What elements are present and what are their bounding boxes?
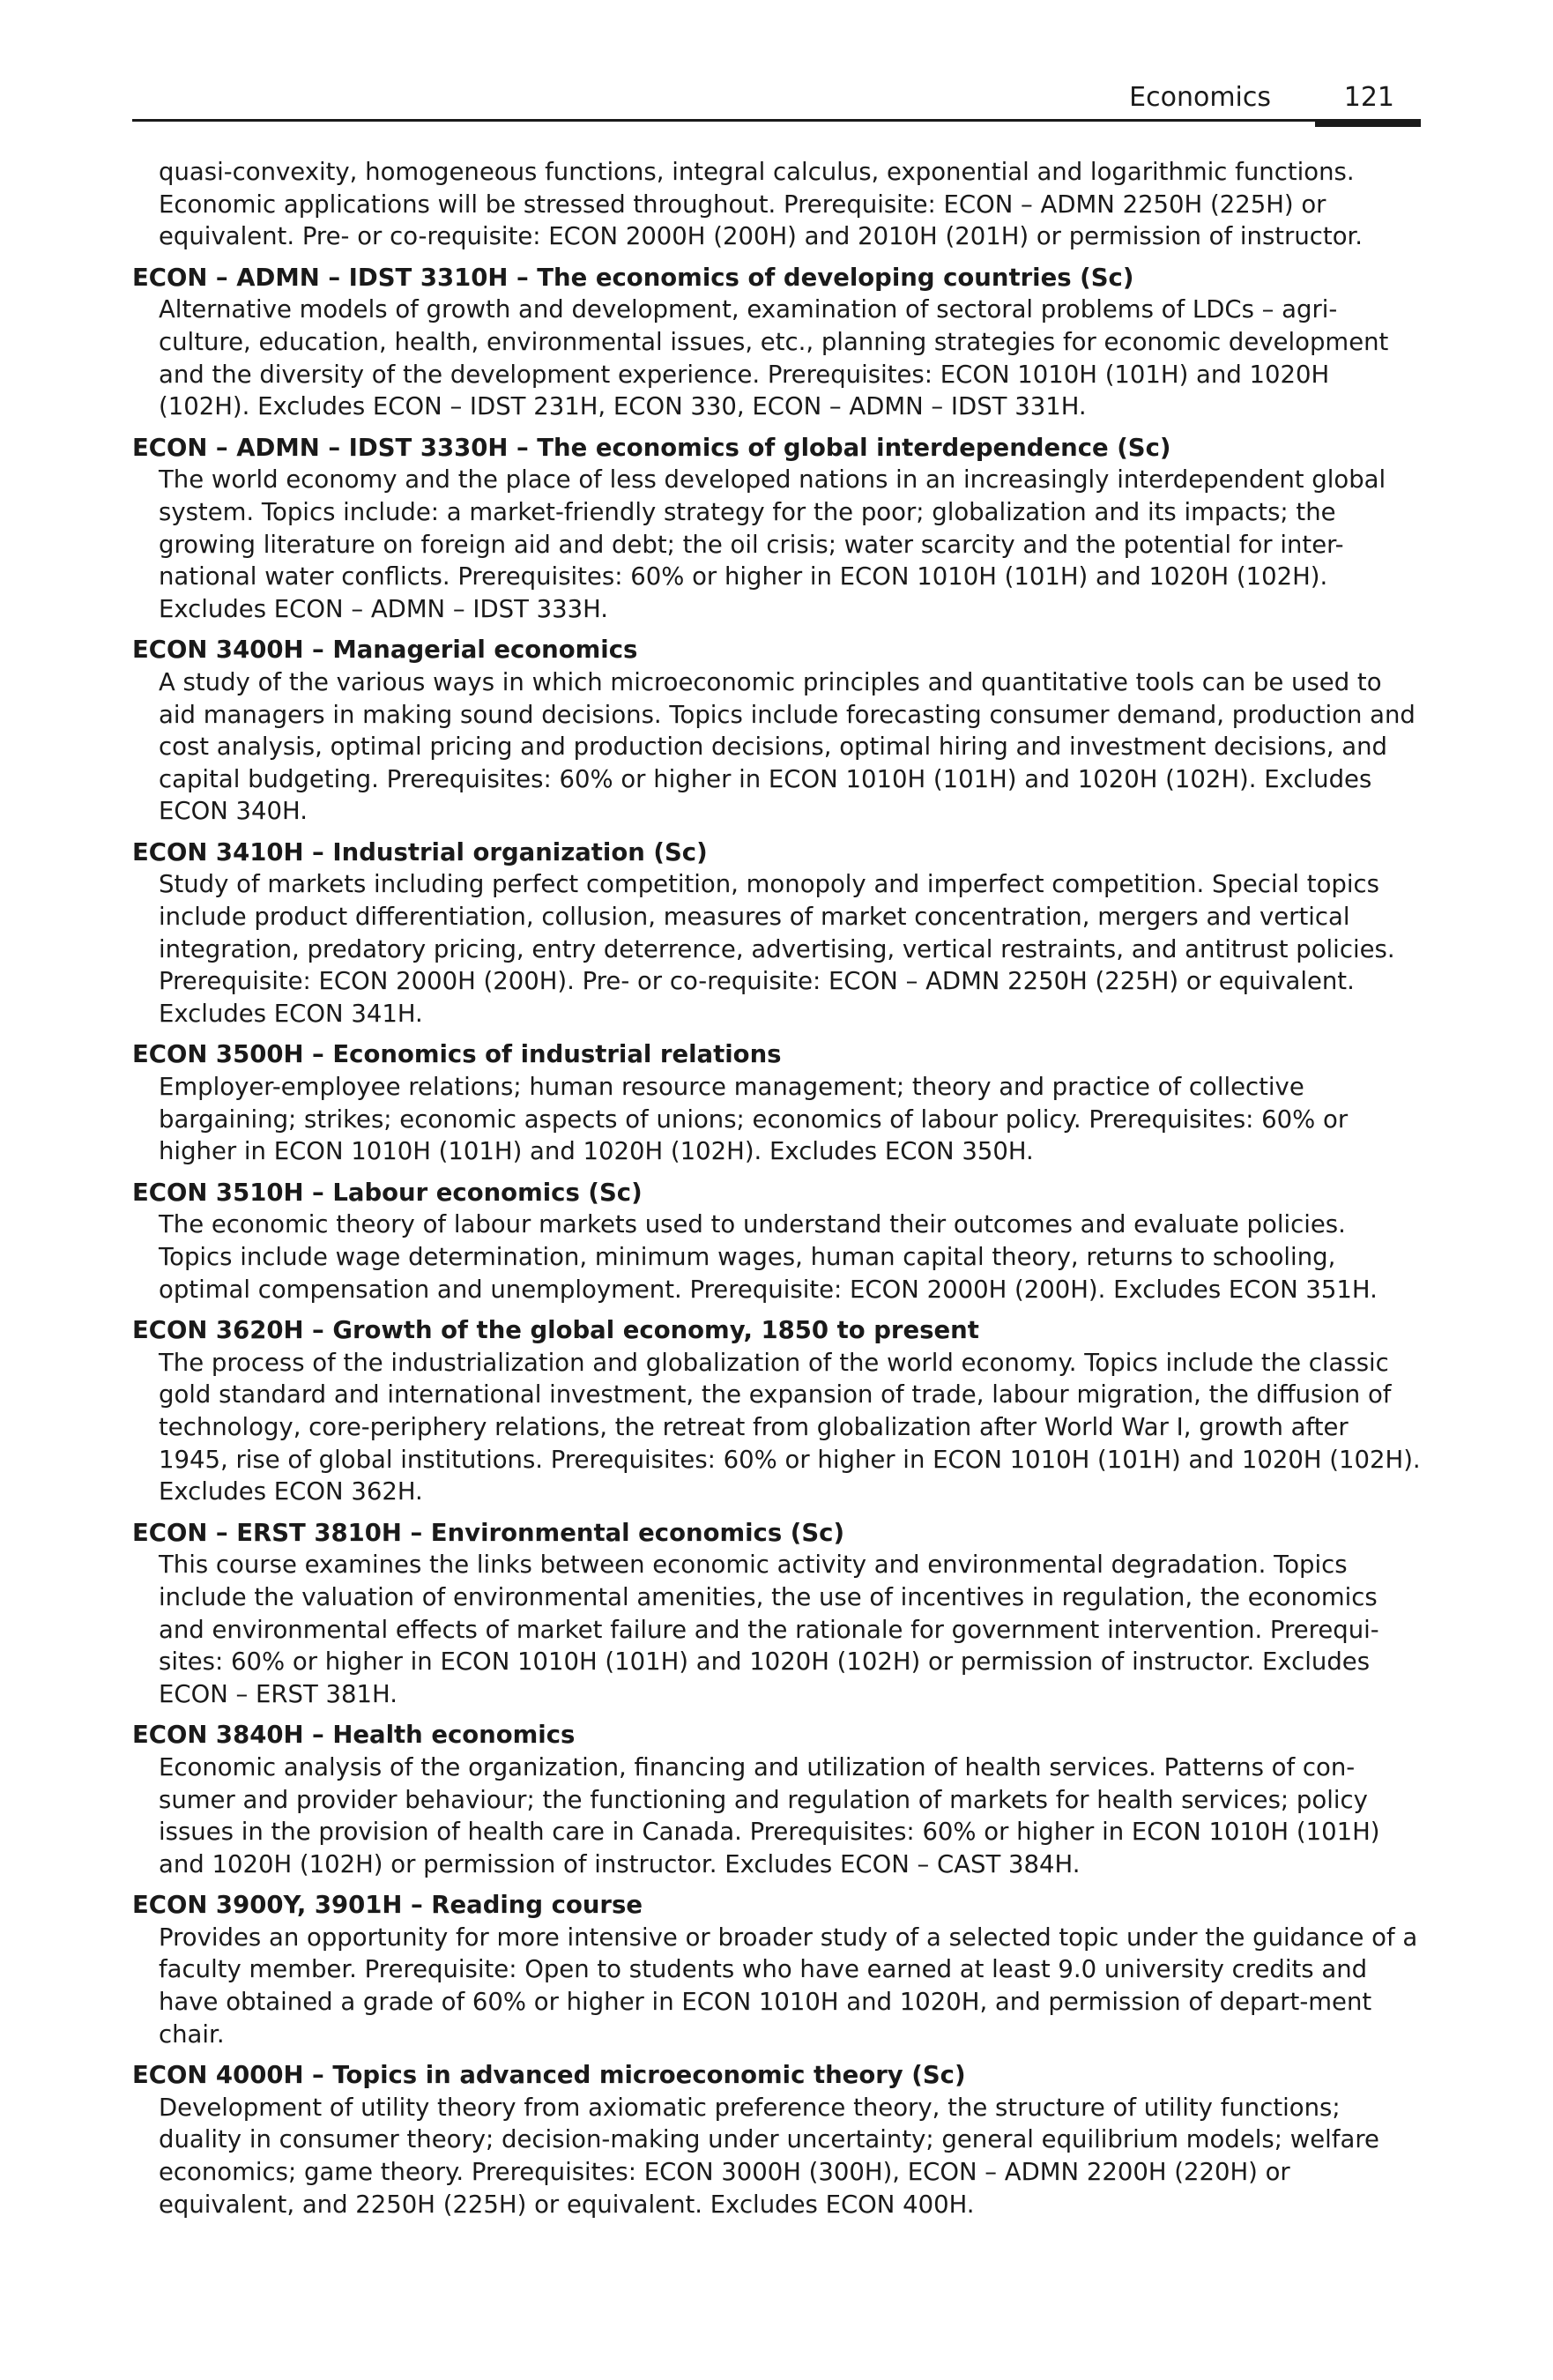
course-title: ECON 3510H – Labour economics (Sc) [132, 1178, 643, 1207]
header-rule [132, 119, 1421, 122]
course-description: The economic theory of labour markets used to understand their outcomes and evaluate policies. Topics include wage determination, minimum wages, human capital theory, returns to schooling, optimal compensation and unemployment. Prerequisite: ECON 2000H (200H). Excludes ECON 351H. [159, 1210, 1378, 1304]
course-entry [132, 1177, 1421, 1305]
page-content [132, 156, 1421, 2220]
course-entry [132, 2059, 1421, 2220]
course-title: ECON – ERST 3810H – Environmental economics (Sc) [132, 1518, 845, 1547]
course-title: ECON 3620H – Growth of the global economy, 1850 to present [132, 1316, 979, 1345]
course-description: Economic analysis of the organization, financing and utilization of health services. Patterns of con-sumer and provider behaviour; the functioning and regulation of markets for health services; policy issues in the provision of health care in Canada. Prerequisites: 60% or higher in ECON 1010H (101H) and 1020H (102H) or permission of instructor. Excludes ECON – CAST 384H. [159, 1752, 1380, 1878]
course-description: The world economy and the place of less developed nations in an increasingly interdependent global system. Topics include: a market-friendly strategy for the poor; globalization and its impacts; the growing literature on foreign aid and debt; the oil crisis; water scarcity and the potential for inter-national water conflicts. Prerequisites: 60% or higher in ECON 1010H (101H) and 1020H (102H). Excludes ECON – ADMN – IDST 333H. [159, 465, 1386, 623]
course-description: Provides an opportunity for more intensive or broader study of a selected topic under the guidance of a faculty member. Prerequisite: Open to students who have earned at least 9.0 university credits and have obtained a grade of 60% or higher in ECON 1010H and 1020H, and permission of depart-ment chair. [159, 1923, 1418, 2049]
continued-paragraph: quasi-convexity, homogeneous functions, integral calculus, exponential and logarithmic functions. Economic applications will be stressed throughout. Prerequisite: ECON – ADMN 2250H (225H) or equivalent. Pre- or co-requisite: ECON 2000H (200H) and 2010H (201H) or permission of instructor. [159, 158, 1364, 251]
course-title: ECON 3900Y, 3901H – Reading course [132, 1891, 643, 1920]
course-title: ECON 3500H – Economics of industrial relations [132, 1040, 782, 1069]
course-title: ECON 3410H – Industrial organization (Sc) [132, 837, 708, 866]
header-tab-marker [1315, 119, 1421, 127]
course-description: This course examines the links between economic activity and environmental degradation. Topics include the valuation of environmental amenities, the use of incentives in regulation, the economics and environmental effects of market failure and the rationale for government intervention. Prerequi-sites: 60% or higher in ECON 1010H (101H) and 1020H (102H) or permission of instructor. Excludes ECON – ERST 381H. [159, 1551, 1379, 1708]
course-entry [132, 1719, 1421, 1880]
course-description: Alternative models of growth and development, examination of sectoral problems of LDCs – agri-culture, education, health, environmental issues, etc., planning strategies for economic development and the diversity of the development experience. Prerequisites: ECON 1010H (101H) and 1020H (102H). Excludes ECON – IDST 231H, ECON 330, ECON – ADMN – IDST 331H. [159, 295, 1389, 421]
course-description: Employer-employee relations; human resource management; theory and practice of collective bargaining; strikes; economic aspects of unions; economics of labour policy. Prerequisites: 60% or higher in ECON 1010H (101H) and 1020H (102H). Excludes ECON 350H. [159, 1073, 1349, 1166]
page-number: 121 [1343, 82, 1394, 113]
course-description: The process of the industrialization and globalization of the world economy. Topics include the classic gold standard and international investment, the expansion of trade, labour migration, the diffusion of technology, core-periphery relations, the retreat from globalization after World War I, growth after 1945, rise of global institutions. Prerequisites: 60% or higher in ECON 1010H (101H) and 1020H (102H). Excludes ECON 362H. [159, 1348, 1421, 1506]
course-title: ECON – ADMN – IDST 3330H – The economics of global interdependence (Sc) [132, 433, 1171, 462]
course-description: A study of the various ways in which microeconomic principles and quantitative tools can be used to aid managers in making sound decisions. Topics include forecasting consumer demand, production and cost analysis, optimal pricing and production decisions, optimal hiring and investment decisions, and capital budgeting. Prerequisites: 60% or higher in ECON 1010H (101H) and 1020H (102H). Excludes ECON 340H. [159, 667, 1416, 826]
course-title: ECON – ADMN – IDST 3310H – The economics of developing countries (Sc) [132, 263, 1134, 292]
course-title: ECON 3400H – Managerial economics [132, 636, 638, 665]
course-entry [132, 1038, 1421, 1167]
course-title: ECON 3840H – Health economics [132, 1721, 576, 1750]
course-entry [132, 432, 1421, 626]
course-description: Development of utility theory from axiomatic preference theory, the structure of utility functions; duality in consumer theory; decision-making under uncertainty; general equilibrium models; welfare economics; game theory. Prerequisites: ECON 3000H (300H), ECON – ADMN 2200H (220H) or equivalent, and 2250H (225H) or equivalent. Excludes ECON 400H. [159, 2093, 1379, 2219]
running-head: Economics [1129, 82, 1271, 113]
course-title: ECON 4000H – Topics in advanced microeconomic theory (Sc) [132, 2061, 966, 2090]
course-entry [132, 262, 1421, 423]
course-entry [132, 837, 1421, 1030]
page-header [132, 76, 1421, 122]
course-description: Study of markets including perfect competition, monopoly and imperfect competition. Special topics include product differentiation, collusion, measures of market concentration, mergers and vertical integration, predatory pricing, entry deterrence, advertising, vertical restraints, and antitrust policies. Prerequisite: ECON 2000H (200H). Pre- or co-requisite: ECON – ADMN 2250H (225H) or equivalent. Excludes ECON 341H. [159, 870, 1395, 1028]
course-entry [132, 1889, 1421, 2050]
course-entry [132, 1517, 1421, 1711]
course-entry [132, 634, 1421, 828]
course-entry [132, 1314, 1421, 1508]
